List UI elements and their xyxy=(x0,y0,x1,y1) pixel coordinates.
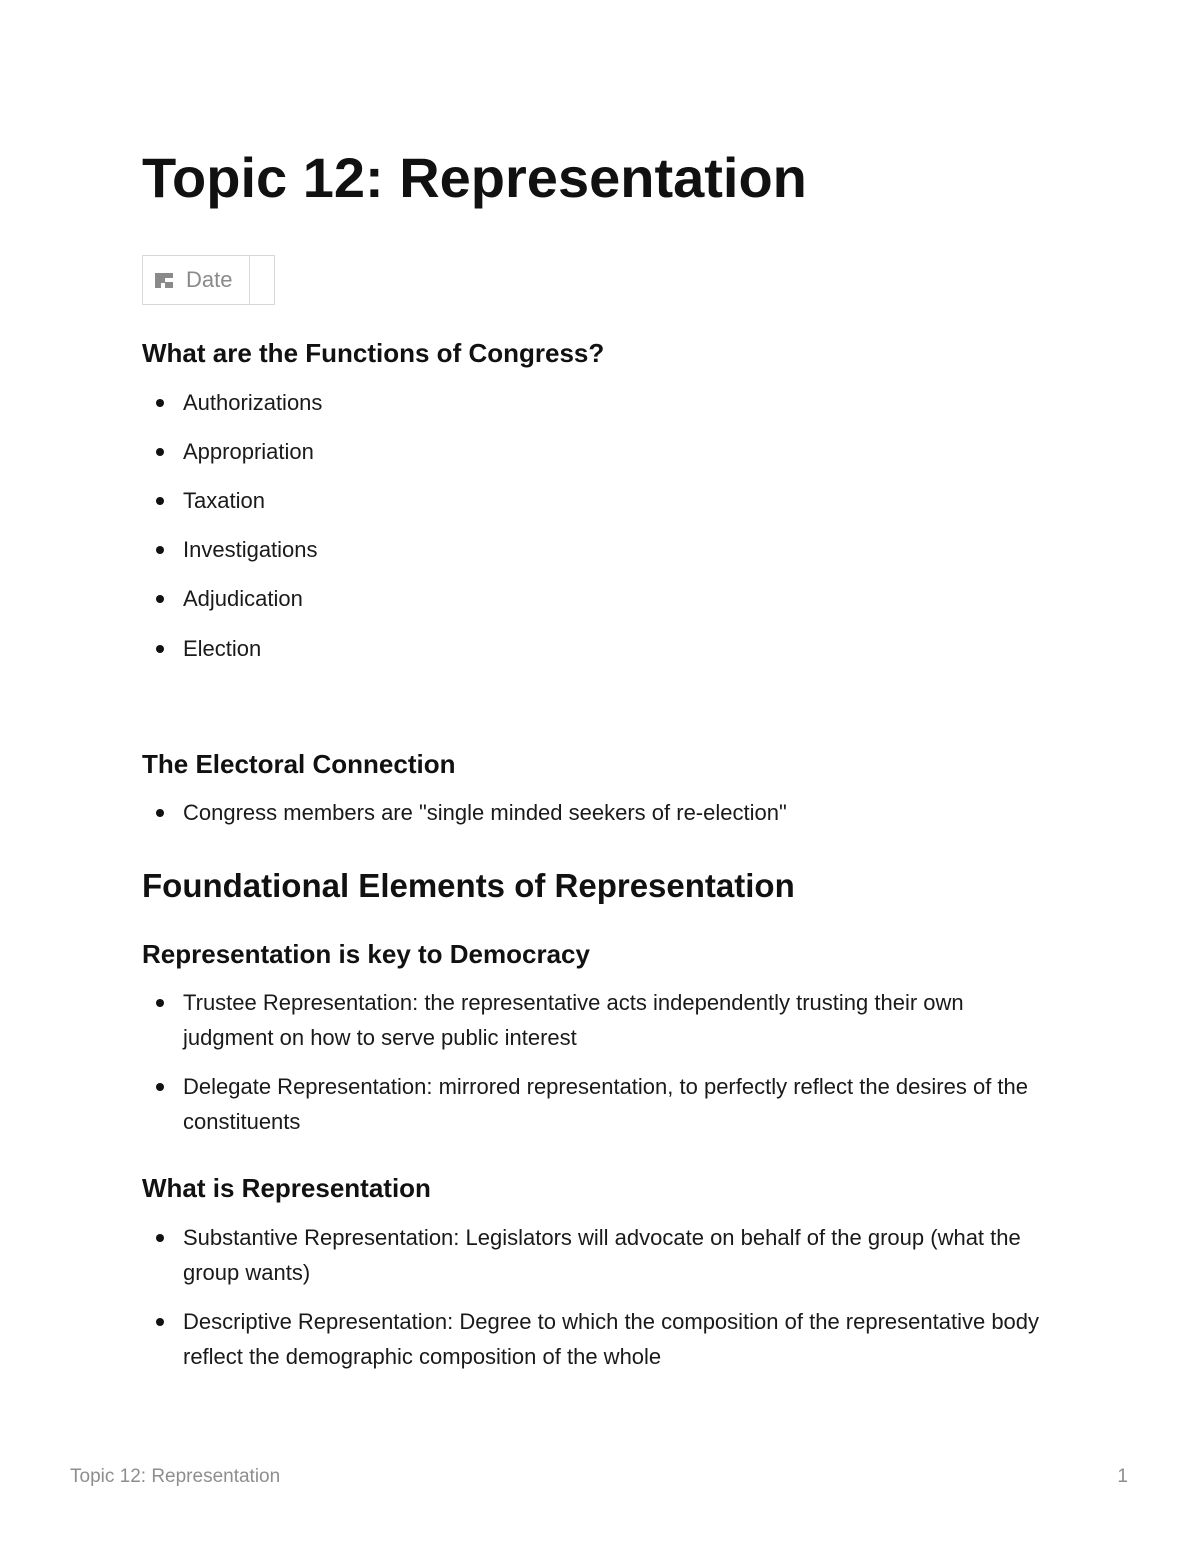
functions-list xyxy=(142,385,1052,666)
list-item: Congress members are "single minded seekers of re-election" xyxy=(142,795,1052,830)
list-item: Trustee Representation: the representative acts independently trusting their own judgment on how to serve public interest xyxy=(142,985,1052,1055)
date-property-value[interactable] xyxy=(250,256,274,304)
date-property-label: Date xyxy=(186,267,233,292)
bullet-icon xyxy=(156,448,164,456)
list-item: Delegate Representation: mirrored representation, to perfectly reflect the desires of the constituents xyxy=(142,1069,1052,1139)
heading-foundational-elements: Foundational Elements of Representation xyxy=(142,867,795,904)
bullet-icon xyxy=(156,1318,164,1326)
list-item: Investigations xyxy=(142,532,1052,567)
footer-title: Topic 12: Representation xyxy=(70,1466,281,1487)
date-property xyxy=(142,255,275,305)
list-item: Adjudication xyxy=(142,581,1052,616)
footer-page-number: 1 xyxy=(1117,1466,1128,1487)
heading-electoral-connection: The Electoral Connection xyxy=(142,749,456,779)
electoral-list xyxy=(142,795,1052,830)
heading-key-to-democracy: Representation is key to Democracy xyxy=(142,939,590,969)
bullet-icon xyxy=(156,595,164,603)
bullet-icon xyxy=(156,497,164,505)
list-item: Substantive Representation: Legislators will advocate on behalf of the group (what the group wants) xyxy=(142,1220,1052,1290)
bullet-icon xyxy=(156,546,164,554)
bullet-icon xyxy=(156,1234,164,1242)
list-item: Authorizations xyxy=(142,385,1052,420)
bullet-icon xyxy=(156,399,164,407)
heading-what-is-representation: What is Representation xyxy=(142,1173,431,1203)
bullet-icon xyxy=(156,1083,164,1091)
list-item: Appropriation xyxy=(142,434,1052,469)
list-item: Taxation xyxy=(142,483,1052,518)
date-property-name xyxy=(143,256,250,304)
democracy-list xyxy=(142,985,1052,1139)
list-item: Election xyxy=(142,631,1052,666)
list-item: Descriptive Representation: Degree to which the composition of the representative body reflect the demographic composition of the whole xyxy=(142,1304,1052,1374)
heading-functions-of-congress: What are the Functions of Congress? xyxy=(142,338,605,368)
bullet-icon xyxy=(156,645,164,653)
bullet-icon xyxy=(156,809,164,817)
page-title: Topic 12: Representation xyxy=(142,146,807,209)
calendar-icon xyxy=(154,270,174,290)
bullet-icon xyxy=(156,999,164,1007)
what-is-list xyxy=(142,1220,1052,1374)
